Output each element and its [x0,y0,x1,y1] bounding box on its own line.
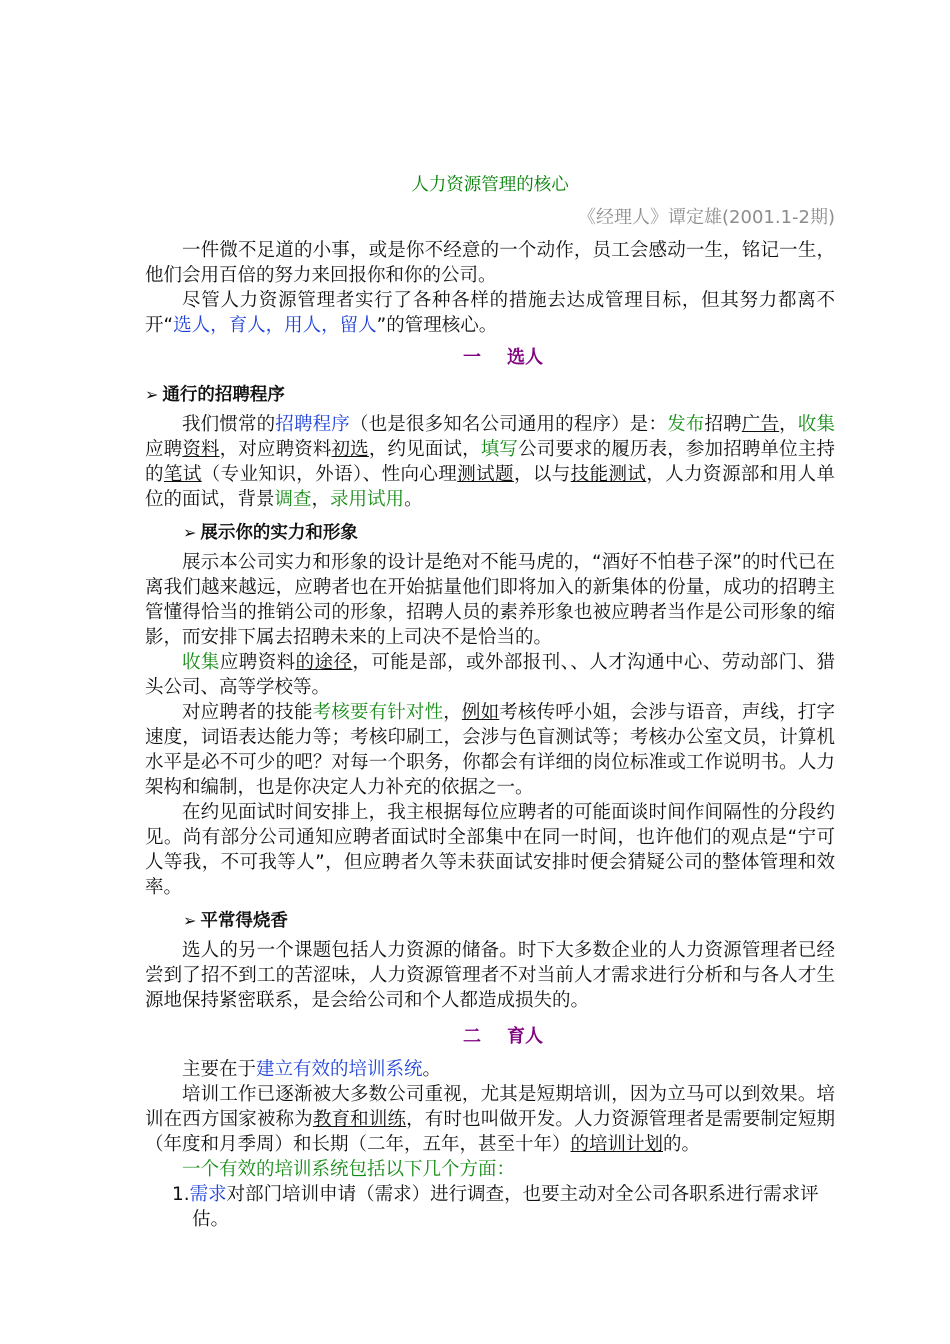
highlight-run: 建立有效的培训系统 [256,1059,423,1080]
text-run: 招聘 [704,414,742,435]
subheading-daily-preparation [145,904,835,938]
text-run: 应聘资料 [219,652,296,673]
paragraph-collection-channels [145,650,835,700]
text-run: 。 [404,489,423,510]
text-run: ，人力资源部和用人单位的面试，背景 [145,464,835,510]
text-run: 对应聘者的技能 [182,702,313,723]
underlined-run: 例如 [461,702,500,723]
text-run: 。 [422,1059,442,1080]
document-page [145,170,835,1232]
text-run: 主要在于 [182,1059,257,1080]
text-run: 公司要求的履历表，参加招聘单位主持的 [145,439,835,485]
paragraph-skill-assessment [145,700,835,800]
underlined-run: 的途径 [295,652,353,673]
list-number: 1. [172,1184,190,1205]
text-run: ， [443,702,462,723]
intro-paragraph-1: 一件微不足道的小事，或是你不经意的一个动作，员工会感动一生，铭记一生，他们会用百倍的努力来回报你和你的公司。 [145,240,835,286]
document-source: 《经理人》谭定雄(2001.1-2期) [578,207,835,228]
text-run: ，有时也叫做开发。人力资源管理者是需要制定短期（年度和月季周）和长期（二年，五年，甚至十年） [145,1109,835,1155]
highlight-run: 发布 [667,414,705,435]
underlined-run: 教育和训练 [312,1109,407,1130]
text-run: 考核传呼小姐，会涉与语音，声线，打字速度，词语表达能力等；考核印刷工，会涉与色盲测试等；考核办公室文员，计算机水平是必不可少的吧？对每一个职务，你都会有详细的岗位标准或工作说明书。人力架构和编制，也是你决定人力补充的依据之一。 [145,702,835,798]
underlined-run: 资料 [182,439,220,460]
paragraph-recruitment-procedure [145,412,835,512]
underlined-run: 的培训计划 [570,1134,664,1155]
highlight-run: 调查 [274,489,312,510]
text-run: 的。 [663,1134,701,1155]
highlight-run: 收集 [797,414,835,435]
text-run: ，可能是部，或外部报刊、、人才沟通中心、劳动部门、猎头公司、高等学校等。 [145,652,835,698]
highlight-run: 录用试用 [330,489,405,510]
paragraph-training-aspects: 一个有效的培训系统包括以下几个方面： [182,1159,516,1180]
text-run: ， [311,489,331,510]
highlight-run: 需求 [189,1184,227,1205]
arrow-bullet-icon: ➢ [183,523,197,542]
text-run: ， [779,414,798,435]
text-run: （专业知识，外语）、性向心理 [201,464,458,485]
paragraph-talent-reserve: 选人的另一个课题包括人力资源的储备。时下大多数企业的人力资源管理者已经尝到了招不到工的苦涩味，人力资源管理者不对当前人才需求进行分析和与各人才生源地保持紧密联系，是会给公司和个人都造成损失的。 [145,940,835,1011]
arrow-bullet-icon: ➢ [183,911,197,930]
paragraph-company-image: 展示本公司实力和形象的设计是绝对不能马虎的，“酒好不怕巷子深”的时代已在离我们越来越远，应聘者也在开始掂量他们即将加入的新集体的份量，成功的招聘主管懂得恰当的推销公司的形象，招聘人员的素养形象也被应聘者当作是公司形象的缩影，而安排下属去招聘未来的上司决不是恰当的。 [145,552,835,648]
paragraph-training-plan [145,1082,835,1157]
paragraph-training-system [145,1057,835,1082]
section-number: 一 [463,347,481,368]
underlined-run: 笔试 [163,464,202,485]
underlined-run: 广告 [741,414,780,435]
underlined-run: 初选 [331,439,369,460]
highlight-core: 选人，育人，用人，留人 [173,315,377,336]
subheading-text: 平常得烧香 [200,911,288,931]
highlight-run: 考核要有针对性 [312,702,444,723]
highlight-run: 招聘程序 [275,414,350,435]
text-run: 尽管人力资源管理者实行了各种各样的措施去达成管理目标，但其努力都离不开“ [145,290,835,336]
text-run: ，对应聘资料 [219,439,332,460]
underlined-run: 技能测试 [570,464,647,485]
text-run: ，约见面试， [368,439,481,460]
text-run: （也是很多知名公司通用的程序）是： [349,414,668,435]
section-number: 二 [463,1026,481,1047]
section-heading-2 [145,1017,835,1057]
arrow-bullet-icon: ➢ [145,385,159,404]
text-run: ，以与 [513,464,571,485]
section-name: 育人 [507,1026,543,1047]
intro-paragraph-2 [145,288,835,338]
subheading-text: 通行的招聘程序 [162,385,285,405]
subheading-recruitment-procedure [145,378,835,412]
text-run: 培训工作已逐渐被大多数公司重视，尤其是短期培训，因为立马可以到效果。培训在西方国家被称为 [145,1084,835,1130]
paragraph-interview-scheduling: 在约见面试时间安排上，我主根据每位应聘者的可能面谈时间作间隔性的分段约见。尚有部分公司通知应聘者面试时全部集中在同一时间，也许他们的观点是“宁可人等我，不可我等人”，但应聘者久等未获面试安排时便会猜疑公司的整体管理和效率。 [145,802,835,898]
subheading-text: 展示你的实力和形象 [200,523,358,543]
highlight-run: 收集 [182,652,220,673]
underlined-run: 测试题 [457,464,514,485]
document-title: 人力资源管理的核心 [411,175,569,195]
text-run: 应聘 [145,439,183,460]
section-heading-1 [145,338,835,378]
list-item-needs [145,1182,835,1232]
text-run: ”的管理核心。 [376,315,498,336]
subheading-show-strength [145,516,835,550]
section-name: 选人 [507,347,543,368]
highlight-run: 填写 [480,439,519,460]
text-run: 我们惯常的 [182,414,276,435]
text-run: 对部门培训申请（需求）进行调查，也要主动对全公司各职系进行需求评估。 [192,1184,819,1230]
